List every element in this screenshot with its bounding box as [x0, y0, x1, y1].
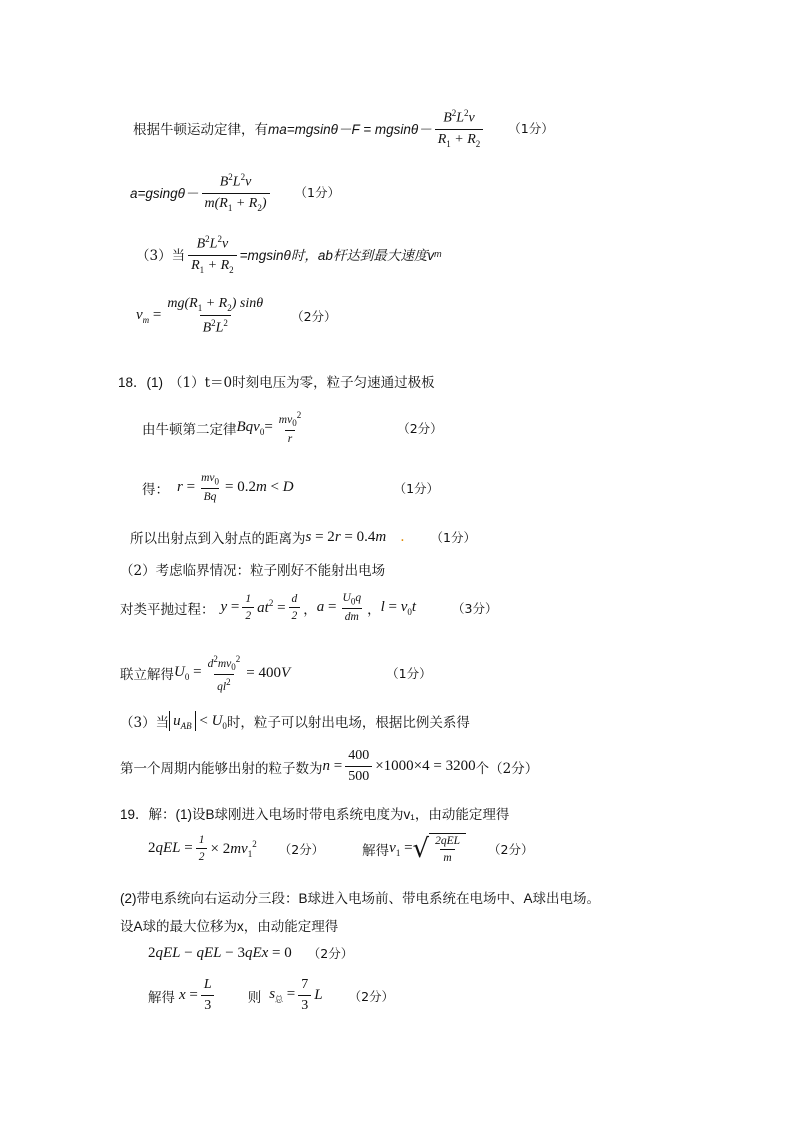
question-18-heading: [118, 371, 435, 391]
fraction: $\frac{U_0q}{dm}$: [342, 592, 362, 624]
question-18-text: （1）t＝0时刻电压为零，粒子匀速通过极板: [169, 375, 435, 391]
equation-acceleration: [130, 172, 340, 212]
fraction: $\frac{400}{500}$: [345, 748, 372, 785]
score-mark: （1分）: [508, 121, 554, 137]
question-19-text: 19．解：(1)设B球刚进入电场时带电系统电度为v₁，由动能定理得: [120, 807, 510, 822]
score-mark: （2分）: [488, 841, 534, 857]
fraction: $\frac{d}{2}$: [289, 593, 301, 622]
critical-case-line: [120, 559, 385, 579]
equation-energy-balance: 2qEL − qEL − 3qEx = 0 （2分）: [148, 944, 354, 961]
equation-projectile: 对类平抛过程： y = $\frac{1}{2}$ $at^2$ = $\frac{d}{2}$ ， a = $\frac{U_0q}{dm}$ ， $l = v_0t$ （3分）: [120, 592, 498, 624]
score-mark: （3分）: [452, 600, 498, 616]
voltage-text: 联立解得: [120, 667, 174, 684]
solve-text: 解得: [362, 842, 390, 859]
score-mark: （2分）: [291, 309, 337, 325]
fraction: $\frac{B^2L^2v}{R_1 + R_2}$: [435, 108, 484, 148]
particle-count-unit: 个（2分）: [475, 760, 539, 777]
three-stages-line: [120, 887, 600, 907]
max-displacement-line: [120, 915, 338, 935]
equation-max-speed-condition: [136, 234, 442, 274]
equation-newton-second: 由牛顿第二定律 Bqv$_0$= $\frac{mv_0^2}{r}$ （2分）: [142, 410, 443, 446]
equation-voltage: 联立解得 $U_0$ = $\frac{d^2mv_0^2}{ql^2}$ = 400V （1分）: [120, 654, 432, 693]
equation-particle-count: 第一个周期内能够出射的粒子数为 n = $\frac{400}{500}$ ×1000×4 = 3200 个（2分）: [120, 748, 539, 784]
score-mark: （2分）: [397, 420, 443, 436]
equation-result-x: 解得 x = $\frac{L}{3}$ 则 $s_总$ = $\frac{7}{3}$ L （2分）: [148, 977, 395, 1013]
score-mark: （2分）: [307, 946, 354, 961]
equation-distance: 所以出射点到入射点的距离为 s = 2r = 0.4m . （1分）: [130, 528, 476, 547]
score-mark: （1分）: [393, 480, 440, 496]
subscript-m: m: [434, 249, 442, 260]
part3-condition-line: （3）当 $u_{AB} < U_0$ 时，粒子可以射出电场，根据比例关系得: [120, 713, 470, 731]
fraction: $\frac{L}{3}$: [201, 977, 215, 1014]
square-root: √ $\frac{\text{2qEL}}{m}$: [413, 833, 467, 864]
part3-suffix: =mgsinθ时，ab杆达到最大速度v: [239, 248, 435, 264]
newton-second-text: 由牛顿第二定律: [142, 421, 237, 438]
newton-law-text: 根据牛顿运动定律，有: [133, 122, 268, 139]
max-displacement-text: 设A球的最大位移为x，由动能定理得: [120, 919, 339, 934]
result-text: 得：: [142, 481, 169, 498]
part3-condition-prefix: （3）当: [120, 715, 170, 731]
fraction: $\frac{1}{2}$: [196, 834, 208, 863]
part3-prefix: （3）当: [136, 248, 186, 265]
distance-text: 所以出射点到入射点的距离为: [130, 531, 306, 547]
fraction: $\frac{mv_0^2}{r}$: [278, 410, 302, 446]
score-mark: （1分）: [386, 666, 432, 682]
fraction: $\frac{d^2mv_0^2}{ql^2}$: [207, 654, 241, 693]
fraction: $\frac{mv_0}{Bq}$: [201, 472, 219, 504]
then-text: 则: [247, 989, 262, 1006]
equation-newton-law: [133, 108, 554, 148]
fraction: $\frac{1}{2}$: [242, 593, 254, 622]
equation-kinetic-energy: 2qEL = $\frac{1}{2}$ × $2mv_1^2$ （2分） 解得 $v_1$ = √ $\frac{\text{2qEL}}{m}$ （2分）: [148, 833, 534, 864]
equation-max-speed: $v_m$ = $\frac{mg(R_1 + R_2) \sin\theta}{B^2L^2}$ （2分）: [136, 296, 337, 336]
question-number: 18．(1): [118, 375, 164, 390]
fraction: $\frac{B^2L^2v}{R_1 + R_2}$: [188, 234, 237, 274]
fraction: $\frac{mg(R_1 + R_2) \sin\theta}{B^2L^2}$: [167, 296, 264, 336]
question-19-heading: [120, 803, 509, 823]
part3-condition-suffix: 时，粒子可以射出电场，根据比例关系得: [226, 715, 470, 731]
score-mark: （2分）: [278, 841, 325, 857]
score-mark: （2分）: [348, 988, 395, 1004]
projectile-text: 对类平抛过程：: [120, 601, 215, 618]
critical-case-text: （2）考虑临界情况：粒子刚好不能射出电场: [120, 563, 386, 579]
particle-count-text: 第一个周期内能够出射的粒子数为: [120, 760, 323, 777]
newton-law-formula: ma=mgsinθ－F = mgsinθ－: [268, 122, 432, 138]
fraction: $\frac{7}{3}$: [298, 977, 311, 1014]
score-mark: （1分）: [294, 185, 340, 201]
score-mark: （1分）: [430, 530, 476, 545]
solve-text: 解得: [148, 989, 175, 1006]
acceleration-formula: a=gsingθ－: [130, 186, 199, 202]
equation-radius: 得： r = $\frac{mv_0}{Bq}$ = 0.2m < D （1分）: [142, 472, 440, 504]
fraction: $\frac{B^2L^2v}{m(R_1 + R_2)}$: [202, 172, 270, 212]
three-stages-text: (2)带电系统向右运动分三段：B球进入电场前、带电系统在电场中、A球出电场。: [120, 891, 601, 906]
